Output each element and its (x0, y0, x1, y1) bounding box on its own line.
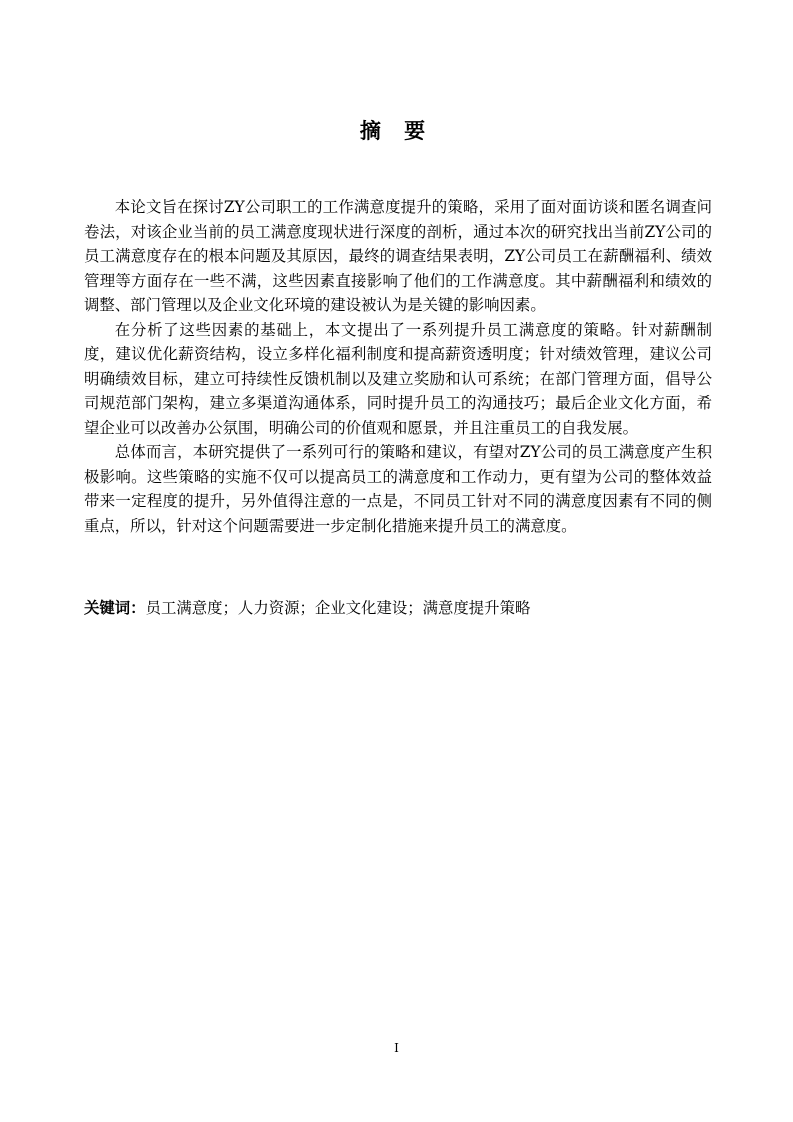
abstract-body (84, 195, 712, 538)
keywords-text: 员工满意度；人力资源；企业文化建设；满意度提升策略 (145, 599, 531, 617)
page-number: I (394, 1041, 399, 1055)
abstract-paragraph-3: 总体而言，本研究提供了一系列可行的策略和建议，有望对ZY公司的员工满意度产生积极影响。这些策略的实施不仅可以提高员工的满意度和工作动力，更有望为公司的整体效益带来一定程度的提升，另外值得注意的一点是，不同员工针对不同的满意度因素有不同的侧重点，所以，针对这个问题需要进一步定制化措施来提升员工的满意度。 (84, 443, 712, 535)
abstract-paragraph-1: 本论文旨在探讨ZY公司职工的工作满意度提升的策略，采用了面对面访谈和匿名调查问卷法，对该企业当前的员工满意度现状进行深度的剖析，通过本次的研究找出当前ZY公司的员工满意度存在的根本问题及其原因，最终的调查结果表明，ZY公司员工在薪酬福利、绩效管理等方面存在一些不满，这些因素直接影响了他们的工作满意度。其中薪酬福利和绩效的调整、部门管理以及企业文化环境的建设被认为是关键的影响因素。 (84, 198, 712, 314)
abstract-paragraph-2: 在分析了这些因素的基础上，本文提出了一系列提升员工满意度的策略。针对薪酬制度，建议优化薪资结构，设立多样化福利制度和提高薪资透明度；针对绩效管理，建议公司明确绩效目标，建立可持续性反馈机制以及建立奖励和认可系统；在部门管理方面，倡导公司规范部门架构，建立多渠道沟通体系，同时提升员工的沟通技巧；最后企业文化方面，希望企业可以改善办公氛围，明确公司的价值观和愿景，并且注重员工的自我发展。 (84, 320, 712, 437)
keywords-label: 关键词： (84, 599, 146, 617)
abstract-title: 摘 要 (359, 119, 434, 143)
keywords-line (84, 596, 712, 620)
